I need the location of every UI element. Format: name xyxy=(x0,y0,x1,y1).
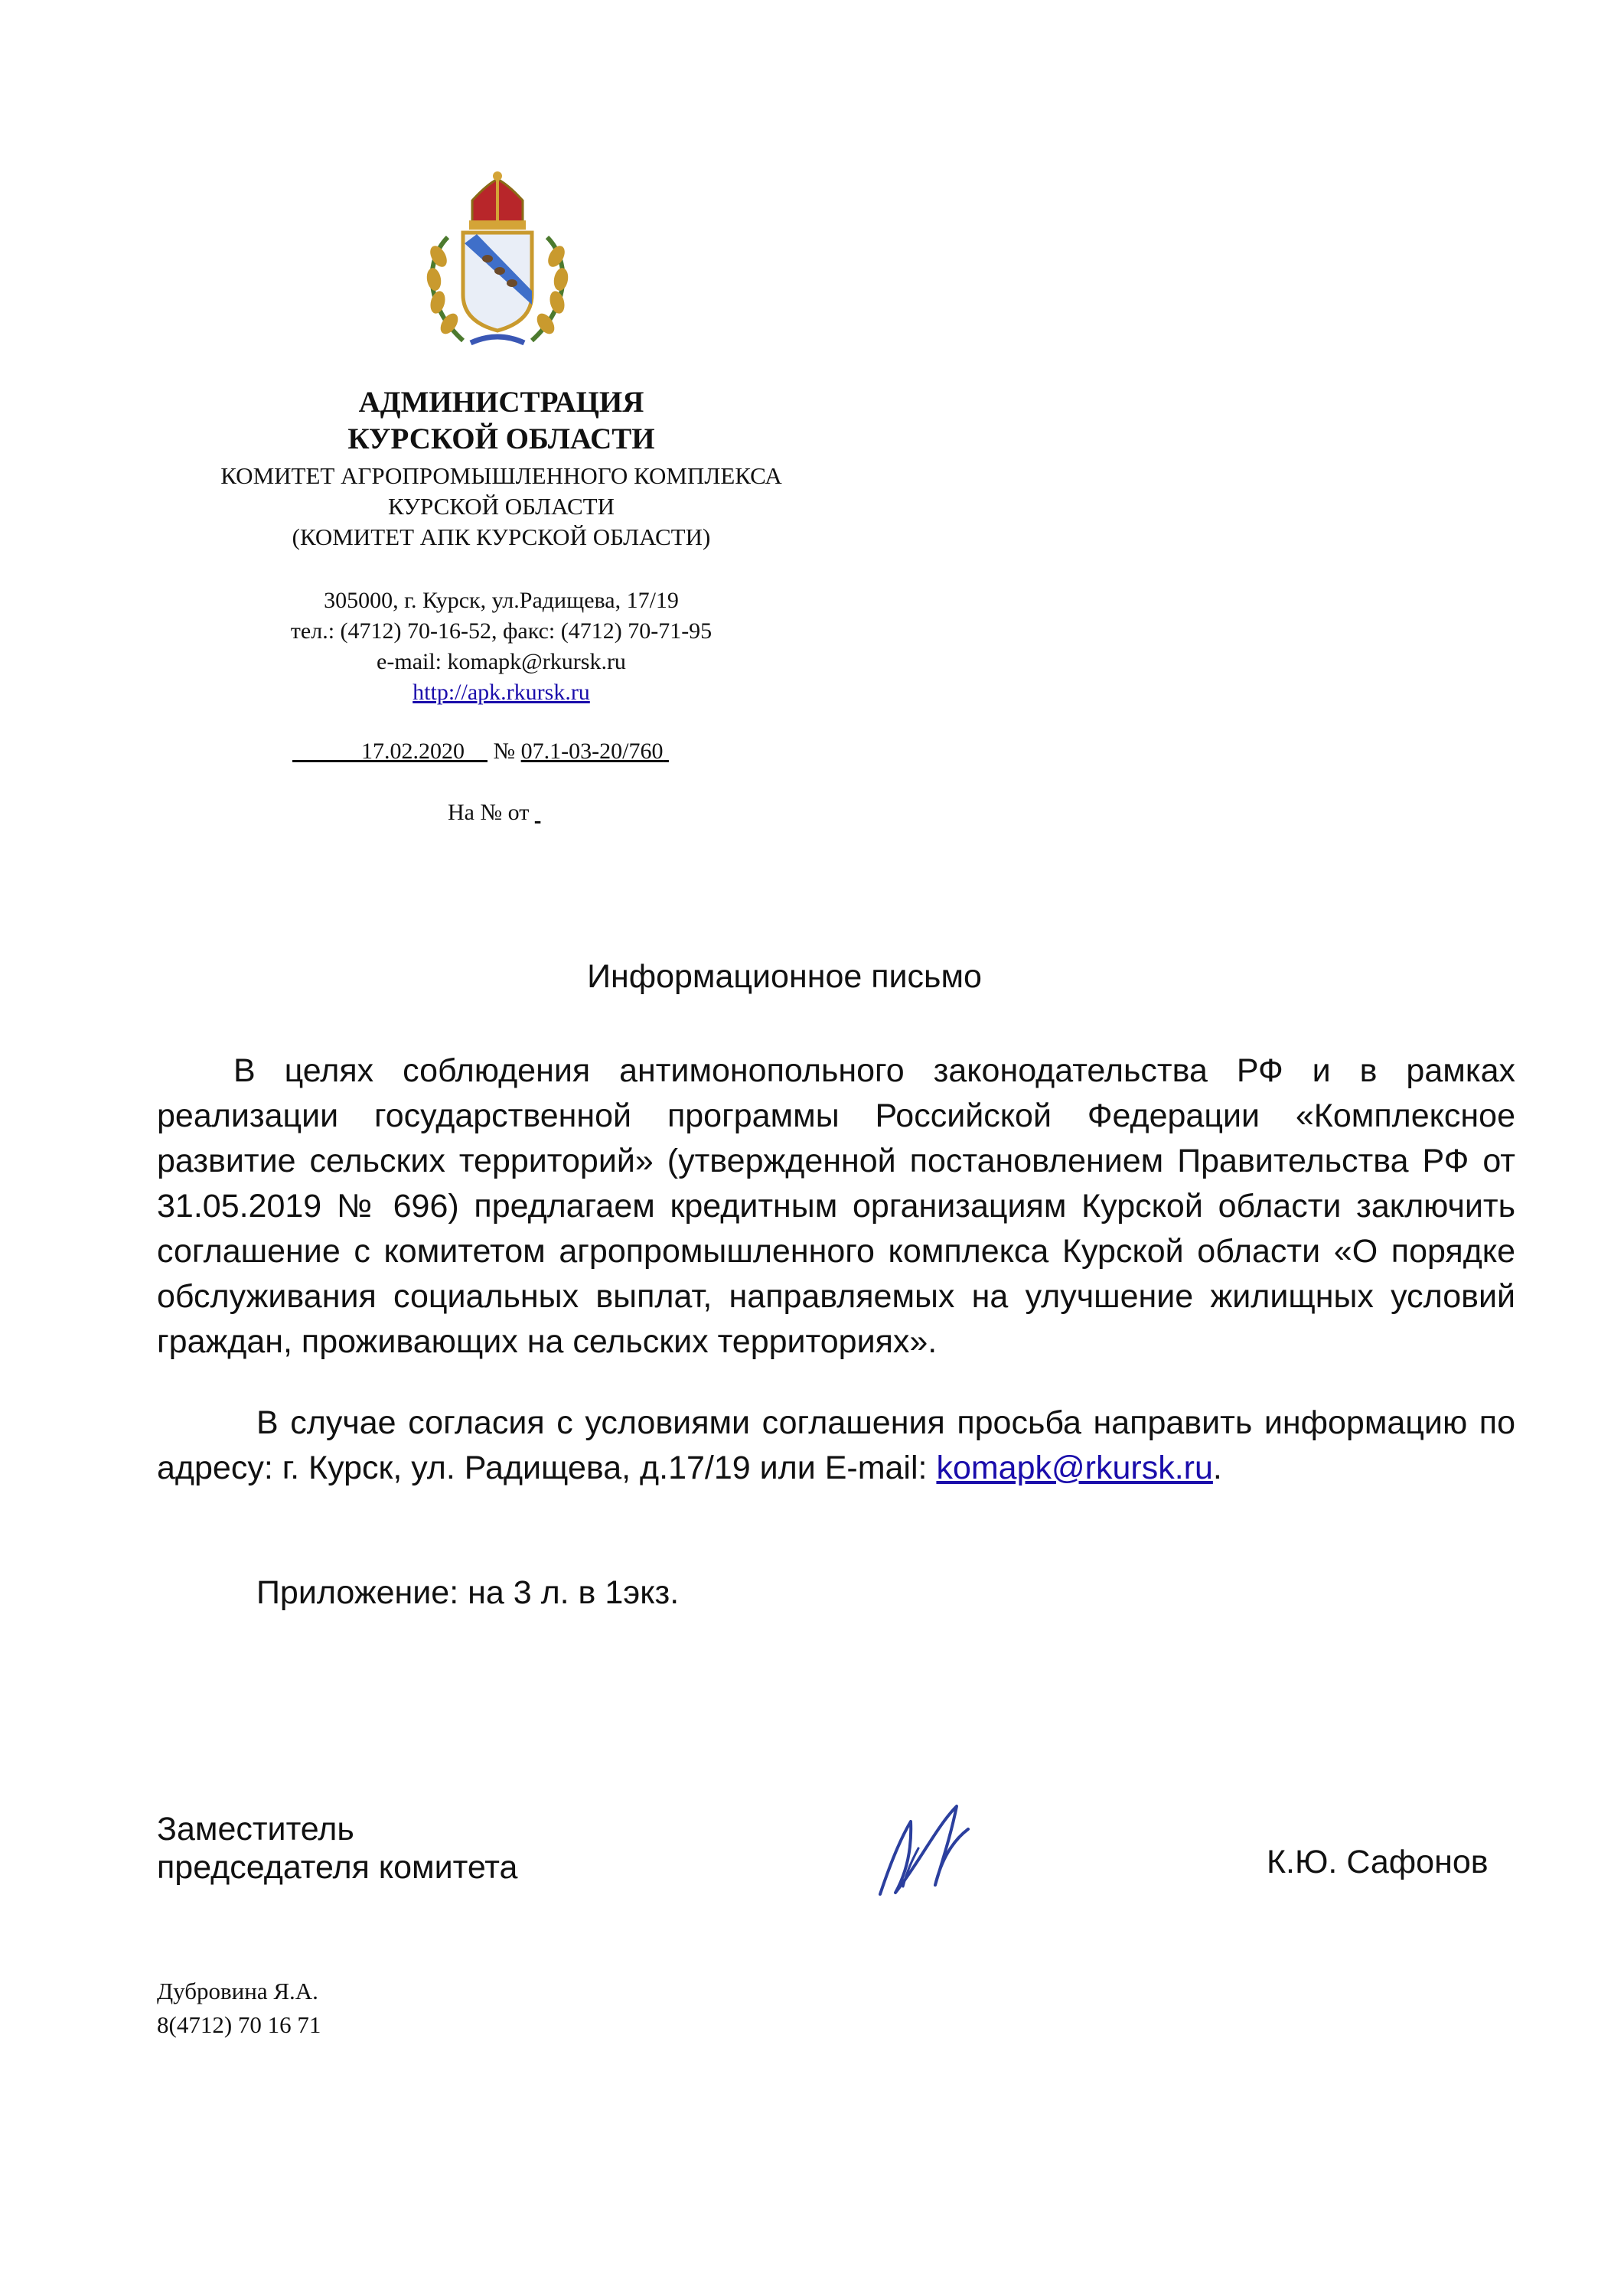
registration-date-field xyxy=(292,739,488,764)
registration-number-sign: № xyxy=(493,739,516,764)
paragraph-2-text: В случае согласия с условиями соглашения просьба направить информацию по адресу: г. Курск, ул. Радищева, д.17/19 или E-mail: xyxy=(157,1404,1515,1486)
signatory-position-line2: председателя комитета xyxy=(157,1849,518,1886)
org-address: 305000, г. Курск, ул.Радищева, 17/19 xyxy=(324,588,679,613)
signatory-name: К.Ю. Сафонов xyxy=(1267,1844,1489,1880)
committee-short-name: (КОМИТЕТ АПК КУРСКОЙ ОБЛАСТИ) xyxy=(292,523,711,550)
letter-paragraph-2 xyxy=(157,1401,1515,1491)
reply-reference-label: На № от xyxy=(448,800,530,825)
org-website-row xyxy=(115,677,888,708)
executor-info xyxy=(157,1975,321,2042)
letter-paragraph-1: В целях соблюдения антимонопольного законодательства РФ и в рамках реализации государственной программы Российской Федерации «Комплексное развитие сельских территорий» (утвержденной постановлением Правительства РФ от 31.05.2019 № 696) предлагаем кредитным организациям Курской области заключить соглашение с комитетом агропромышленного комплекса Курской области «О порядке обслуживания социальных выплат, направляемых на улучшение жилищных условий граждан, проживающих на сельских территориях». xyxy=(157,1052,1515,1360)
signatory-position xyxy=(157,1810,517,1887)
org-phones: тел.: (4712) 70-16-52, факс: (4712) 70-71-95 xyxy=(290,618,713,644)
executor-name: Дубровина Я.А. xyxy=(157,1978,318,2004)
registration-date: 17.02.2020 xyxy=(361,739,465,764)
committee-name-line1: КОМИТЕТ АГРОПРОМЫШЛЕННОГО КОМПЛЕКСА xyxy=(220,462,782,489)
committee-name-line2: КУРСКОЙ ОБЛАСТИ xyxy=(387,493,615,520)
kursk-coat-of-arms-icon xyxy=(417,168,578,356)
handwritten-signature-icon xyxy=(865,1795,980,1902)
registration-number: 07.1-03-20/760 xyxy=(520,739,664,764)
org-name-line2: КУРСКОЙ ОБЛАСТИ xyxy=(347,422,655,455)
signatory-position-line1: Заместитель xyxy=(157,1811,354,1848)
org-email: e-mail: komapk@rkursk.ru xyxy=(377,649,626,674)
registration-line xyxy=(292,736,736,767)
letter-title: Информационное письмо xyxy=(587,958,982,995)
contact-email-link[interactable]: komapk@rkursk.ru xyxy=(936,1450,1213,1486)
executor-phone: 8(4712) 70 16 71 xyxy=(157,2011,321,2038)
org-website-link[interactable]: http://apk.rkursk.ru xyxy=(413,680,590,705)
paragraph-2-end: . xyxy=(1212,1450,1222,1486)
attachment-note: Приложение: на 3 л. в 1экз. xyxy=(256,1574,680,1611)
org-name-line1: АДМИНИСТРАЦИЯ xyxy=(358,386,644,419)
reply-reference-line xyxy=(448,797,540,828)
